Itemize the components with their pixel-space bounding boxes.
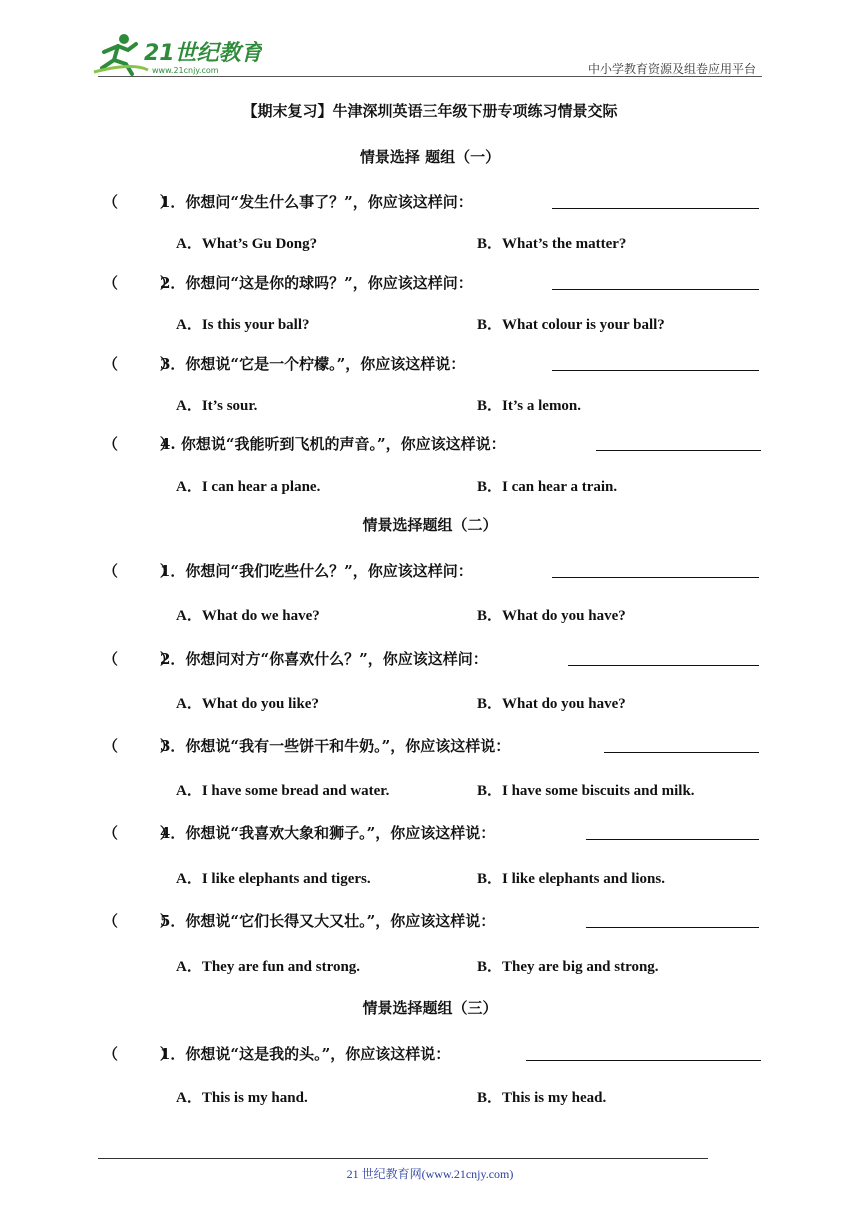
option-a: A．It’s sour.	[176, 398, 258, 414]
answer-blank[interactable]	[586, 927, 759, 928]
answer-paren: （ ）	[103, 435, 175, 453]
answer-paren: （ ）	[103, 355, 175, 373]
question-text: 1．你想说“这是我的头。”，你应该这样说：	[160, 1045, 451, 1063]
option-b: B．What colour is your ball?	[477, 317, 665, 333]
option-b: B．What do you have?	[477, 696, 626, 712]
answer-blank[interactable]	[568, 665, 759, 666]
option-a: A．I can hear a plane.	[176, 479, 321, 495]
option-a: A．I like elephants and tigers.	[176, 871, 371, 887]
answer-blank[interactable]	[552, 370, 759, 371]
question-text: 1．你想问“我们吃些什么？”，你应该这样问：	[160, 562, 473, 580]
answer-blank[interactable]	[552, 208, 759, 209]
option-b: B．I can hear a train.	[477, 479, 618, 495]
question-text: 3．你想说“我有一些饼干和牛奶。”，你应该这样说：	[160, 737, 511, 755]
section-title: 情景选择题组（三）	[362, 999, 498, 1017]
answer-blank[interactable]	[552, 577, 759, 578]
answer-paren: （ ）	[103, 562, 175, 580]
option-a: A．What do you like?	[176, 696, 319, 712]
option-b: B．They are big and strong.	[477, 959, 659, 975]
question-text: 3．你想说“它是一个柠檬。”，你应该这样说：	[160, 355, 466, 373]
option-b: B．I have some biscuits and milk.	[477, 783, 695, 799]
logo-url: www.21cnjy.com	[152, 66, 219, 75]
option-a: A．They are fun and strong.	[176, 959, 361, 975]
question-text: 4. 你想说“我能听到飞机的声音。”，你应该这样说：	[160, 435, 506, 453]
document-title: 【期末复习】牛津深圳英语三年级下册专项练习情景交际	[242, 102, 618, 120]
answer-blank[interactable]	[552, 289, 759, 290]
footer-divider	[98, 1158, 708, 1159]
option-a: A．This is my hand.	[176, 1090, 308, 1106]
answer-paren: （ ）	[103, 912, 175, 930]
question-text: 2．你想问对方“你喜欢什么？”，你应该这样问：	[160, 650, 488, 668]
option-b: B．This is my head.	[477, 1090, 607, 1106]
question-text: 5．你想说“它们长得又大又壮。”，你应该这样说：	[160, 912, 496, 930]
answer-blank[interactable]	[526, 1060, 761, 1061]
option-b: B．What’s the matter?	[477, 236, 627, 252]
logo-text: 21世纪教育	[144, 41, 262, 66]
answer-blank[interactable]	[596, 450, 761, 451]
site-logo	[92, 32, 262, 78]
answer-blank[interactable]	[604, 752, 759, 753]
option-a: A．Is this your ball?	[176, 317, 310, 333]
option-b: B．I like elephants and lions.	[477, 871, 665, 887]
section-title: 情景选择 题组（一）	[359, 148, 501, 166]
answer-paren: （ ）	[103, 824, 175, 842]
answer-paren: （ ）	[103, 737, 175, 755]
answer-paren: （ ）	[103, 1045, 175, 1063]
answer-paren: （ ）	[103, 274, 175, 292]
question-text: 4．你想说“我喜欢大象和狮子。”，你应该这样说：	[160, 824, 496, 842]
option-a: A．I have some bread and water.	[176, 783, 390, 799]
header-divider	[98, 76, 762, 77]
option-a: A．What do we have?	[176, 608, 320, 624]
answer-paren: （ ）	[103, 193, 175, 211]
footer-text[interactable]: 21 世纪教育网(www.21cnjy.com)	[346, 1167, 514, 1181]
option-a: A．What’s Gu Dong?	[176, 236, 318, 252]
runner-icon	[94, 34, 148, 74]
option-b: B．What do you have?	[477, 608, 626, 624]
answer-paren: （ ）	[103, 650, 175, 668]
question-text: 1．你想问“发生什么事了？”，你应该这样问：	[160, 193, 473, 211]
option-b: B．It’s a lemon.	[477, 398, 582, 414]
platform-name: 中小学教育资源及组卷应用平台	[587, 62, 756, 76]
question-text: 2．你想问“这是你的球吗？”，你应该这样问：	[160, 274, 473, 292]
answer-blank[interactable]	[586, 839, 759, 840]
section-title: 情景选择题组（二）	[362, 516, 498, 534]
